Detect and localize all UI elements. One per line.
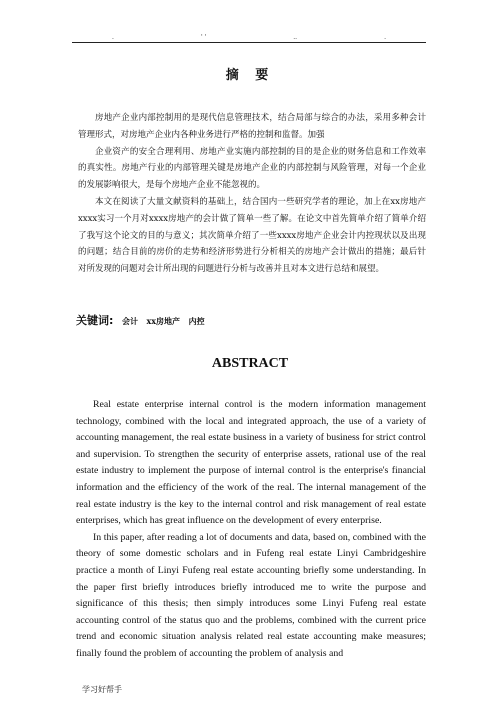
header-mark: .	[112, 34, 114, 41]
chinese-paragraph: 房地产企业内部控制用的是现代信息管理技术，结合局部与综合的办法，采用多种会计管理形式，对房地产企业内各种业务进行严格的控制和监督。加强	[78, 113, 426, 140]
english-abstract-title: ABSTRACT	[211, 356, 289, 371]
header-marks	[72, 34, 426, 41]
keyword-term: xx房地产	[146, 316, 181, 326]
header-rule	[72, 42, 426, 43]
chinese-paragraph: 企业资产的安全合理利用、房地产业实施内部控制的目的是企业的财务信息和工作效率的真实性。房地产行业的内部管理关键是房地产企业的内部控制与风险管理，对每一个企业的发展影响很大，是每个房地产企业不能忽视的。	[78, 146, 426, 191]
keyword-term: 会计	[121, 316, 138, 326]
keywords-label: 关键词:	[76, 314, 114, 327]
chinese-abstract-title: 摘 要	[225, 68, 275, 83]
english-paragraph: In this paper, after reading a lot of documents and data, based on, combined with the theory of some domestic scholars and in Fufeng real estate Linyi Cambridgeshire practice a month of Linyi Fufeng real estate accounting briefly some understanding. In the paper first briefly introduces briefly introduced me to write the purpose and significance of this thesis; then simply introduces some Linyi Fufeng real estate accounting control of the status quo and the problems, combined with the current price trend and economic situation analysis related real estate accounting make measures; finally found the problem of accounting the problem of analysis and	[76, 531, 426, 659]
chinese-abstract-body	[78, 110, 426, 278]
chinese-paragraph: 本文在阅读了大量文献资料的基础上，结合国内一些研究学者的理论，加上在xx房地产xxxx实习一个月对xxxx房地产的会计做了简单一些了解。在论文中首先简单介绍了简单介绍了我写这个论文的目的与意义；其次简单介绍了一些xxxx房地产企业会计内控现状以及出现的问题；结合目前的房价的走势和经济形势进行分析相关的房地产会计做出的措施；最后针对所发现的问题对会计所出现的问题进行分析与改善并且对本文进行总结和展望。	[78, 196, 426, 275]
header-mark: ' '	[200, 34, 207, 41]
header-mark: ..	[293, 34, 298, 41]
english-abstract-body	[76, 397, 426, 663]
header-mark: .	[384, 34, 386, 41]
keyword-term: 内控	[188, 316, 205, 326]
english-paragraph: Real estate enterprise internal control is the modern information management technology, combined with the local and integrated approach, the use of a variety of accounting management, the real estate business in a variety of business for strict control and supervision. To strengthen the security of enterprise assets, rational use of the real estate industry to implement the purpose of internal control is the enterprise's financial information and the efficiency of the work of the real. The internal management of the real estate industry is the key to the internal control and risk management of real estate enterprises, which has great influence on the development of every enterprise.	[76, 399, 426, 527]
page-footer: 学习好帮手	[82, 685, 122, 694]
keywords-line	[76, 312, 426, 328]
